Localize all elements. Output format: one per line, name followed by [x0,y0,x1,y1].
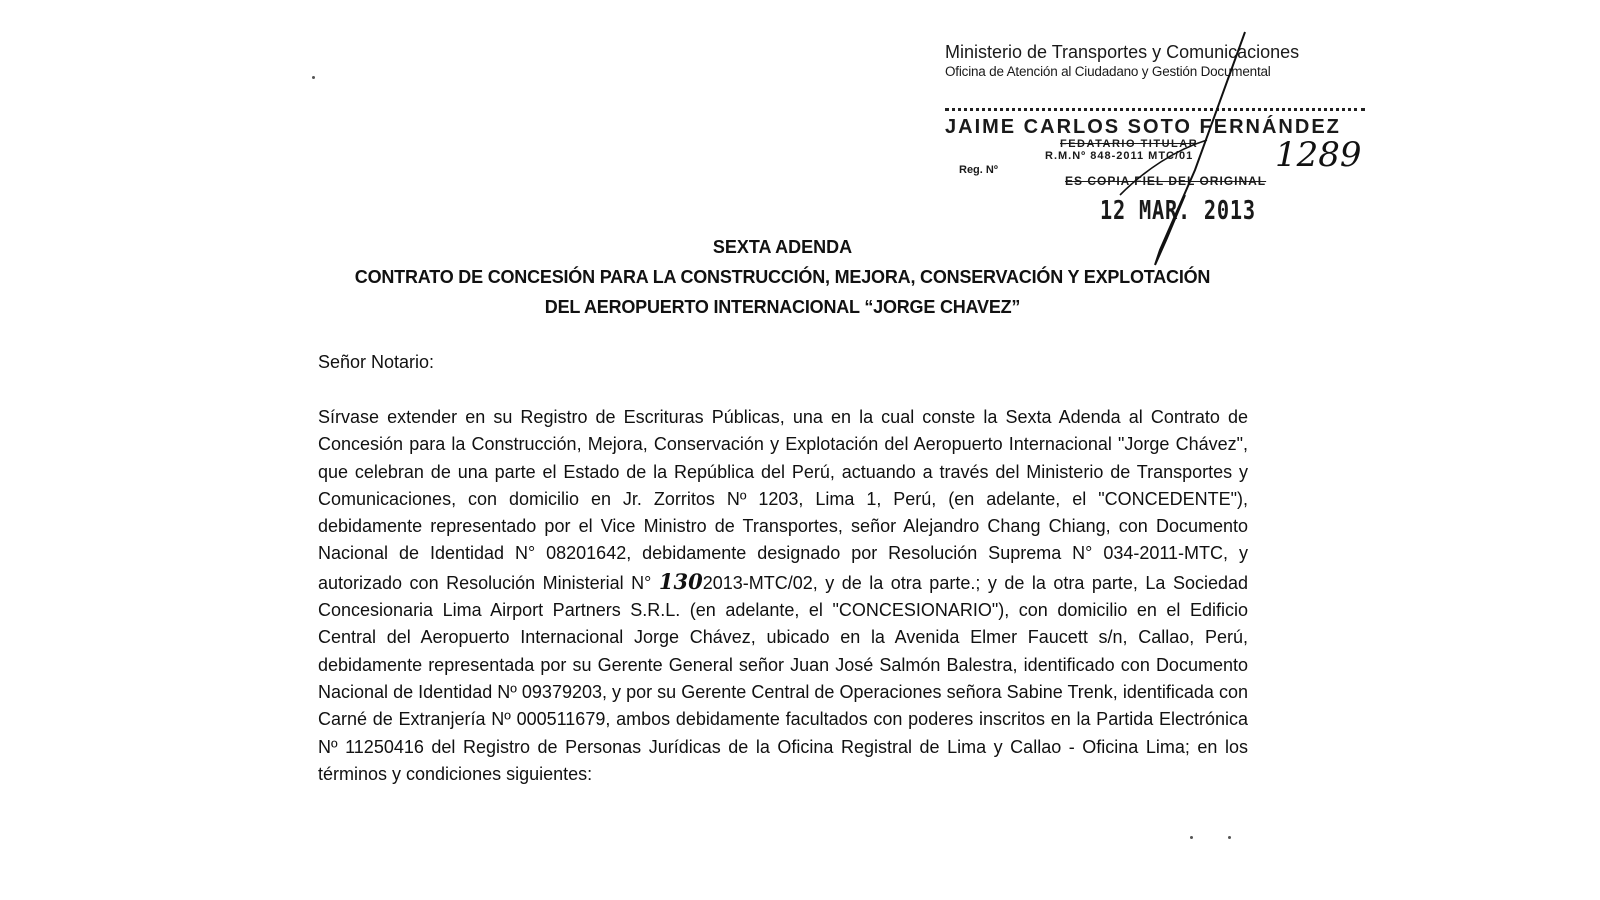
stamp-handwritten-number: 1289 [1275,135,1362,175]
stamp-ministry: Ministerio de Transportes y Comunicaciones [945,42,1300,62]
scan-speck [1190,836,1193,839]
stamp-resolution: R.M.Nº 848-2011 MTC/01 [1045,150,1194,162]
scan-speck [312,76,315,79]
body-paragraph [318,404,1248,788]
stamp-certification: ES COPIA FIEL DEL ORIGINAL [1065,174,1267,188]
body-text-part1: Sírvase extender en su Registro de Escrituras Públicas, una en la cual conste la Sexta Adenda al Contrato de Concesión para la Construcción, Mejora, Conservación y Explotación del Aeropuerto Internacional "Jorge Chávez", que celebran de una parte el Estado de la República del Perú, actuando a través del Ministerio de Transportes y Comunicaciones, con domicilio en Jr. Zorritos Nº 1203, Lima 1, Perú, (en adelante, el "CONCEDENTE"), debidamente representado por el Vice Ministro de Transportes, señor Alejandro Chang Chiang, con Documento Nacional de Identidad N° 08201642, debidamente designado por Resolución Suprema N° 034-2011-MTC, y autorizado con Resolución Ministerial N° [318,407,1248,593]
stamp-name: JAIME CARLOS SOTO FERNÁNDEZ [945,116,1341,138]
document-subtitle-line1: CONTRATO DE CONCESIÓN PARA LA CONSTRUCCIÓN, MEJORA, CONSERVACIÓN Y EXPLOTACIÓN [354,267,1211,287]
stamp-office: Oficina de Atención al Ciudadano y Gestión Documental [945,64,1271,79]
handwritten-resolution-number: 130 [658,568,703,594]
salutation: Señor Notario: [318,352,435,372]
scan-speck [1228,836,1231,839]
document-title: SEXTA ADENDA [712,237,853,257]
body-text-part2: 2013-MTC/02, y de la otra parte.; y de la otra parte, La Sociedad Concesionaria Lima Airport Partners S.R.L. (en adelante, el "CONCESIONARIO"), con domicilio en el Edificio Central del Aeropuerto Internacional Jorge Chávez, ubicado en la Avenida Elmer Faucett s/n, Callao, Perú, debidamente representada por su Gerente General señor Juan José Salmón Balestra, identificado con Documento Nacional de Identidad Nº 09379203, y por su Gerente Central de Operaciones señora Sabine Trenk, identificada con Carné de Extranjería Nº 000511679, ambos debidamente facultados con poderes inscritos en la Partida Electrónica Nº 11250416 del Registro de Personas Jurídicas de la Oficina Registral de Lima y Callao - Oficina Lima; en los términos y condiciones siguientes: [318,572,1248,784]
document-title-block [320,232,1245,322]
fedatario-stamp [945,40,1370,240]
document-subtitle-line2: DEL AEROPUERTO INTERNACIONAL “JORGE CHAVEZ” [544,297,1021,317]
stamp-reg-label: Reg. Nº [959,164,998,176]
stamp-role: FEDATARIO TITULAR [1060,138,1199,150]
stamp-date: 12 MAR. 2013 [1100,196,1256,226]
